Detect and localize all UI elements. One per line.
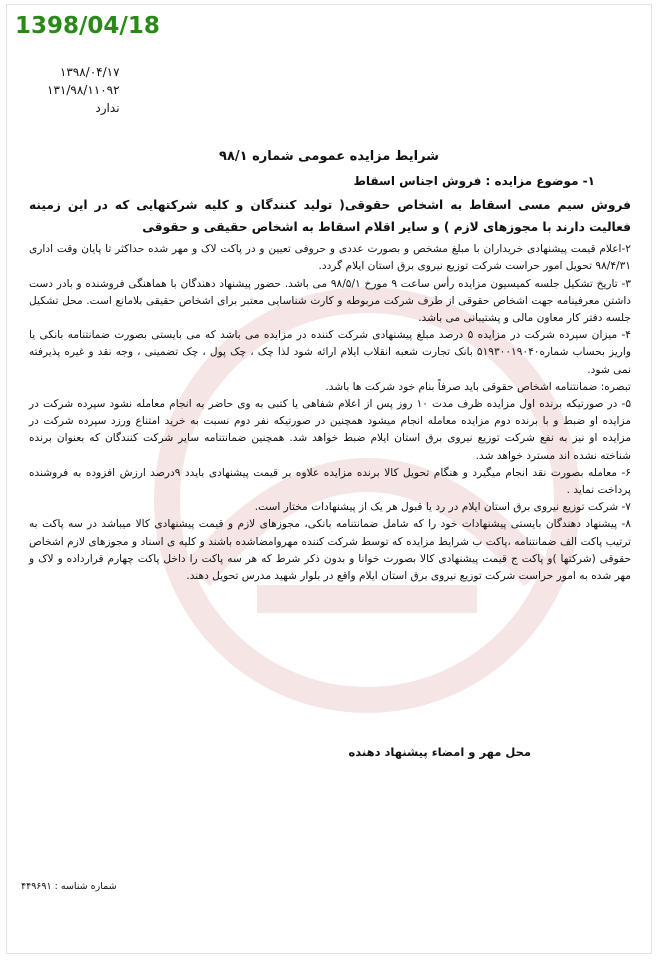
clause-8: ۸- پیشنهاد دهندگان بایستی پیشنهادات خود را که شامل ضمانتنامه بانکی، مجوزهای لازم و قیمت پیشنهادی کالا میباشد در سه پاکت به ترتیب پاکت الف ضمانتنامه ،پاکت ب شرایط مزایده که توسط شرکت کننده مهروامضاشده باشند و کلیه ی اسناد و مجوزهای لازم اشخاص حقوقی (شرکتها )و پاکت ج قیمت پیشنهادی کالا بصورت خوانا و بدون ذکر شرط که هر سه پاکت را داخل پاکت چهارم قرارداده و لاک و مهر شده به امور حراست شرکت توزیع نیروی برق استان ایلام واقع در بلوار شهید مدرس تحویل دهند. xyxy=(29,518,631,583)
document-title: شرایط مزایده عمومی شماره ۹۸/۱ xyxy=(219,149,439,164)
clause-5: ۵- در صورتیکه برنده اول مزایده ظرف مدت ۱۰ روز پس از اعلام شفاهی یا کتبی به وی حاضر به انجام معامله نشود سپرده شرکت در مزایده او ضبط و با برنده دوم مزایده معامله انجام میشود همچنین در صورتیکه نفر دوم نسبت به خرید امتناع ورزد سپرده شرکت در مزایده او نیز به نفع شرکت توزیع نیروی برق استان ایلام ضبط خواهد شد. همچنین ضمانتنامه سایر شرکت کنندگان که بعنوان برنده شناخته نشده اند مسترد خواهد شد. xyxy=(29,398,632,462)
document-page xyxy=(6,4,652,954)
subject-text: فروش سیم مسی اسقاط به اشخاص حقوقی( تولید کنندگان و کلیه شرکتهایی که در این زمینه فعالیت دارند با مجوزهای لازم ) و سایر اقلام اسقاط به اشخاص حقیقی و حقوقی xyxy=(29,198,631,235)
signature-line: محل مهر و امضاء پیشنهاد دهنده xyxy=(348,745,531,759)
subject-heading: ۱- موضوع مزایده : فروش اجناس اسقاط xyxy=(353,174,595,188)
letter-meta xyxy=(47,63,120,117)
letter-number: ۱۳۱/۹۸/۱۱۰۹۲ xyxy=(47,83,120,97)
clause-3: ۳- تاریخ تشکیل جلسه کمیسیون مزایده رأس ساعت ۹ مورخ ۹۸/۵/۱ می باشد. حضور پیشنهاد دهندگان با هماهنگی فروشنده و بادر دست داشتن معرفینامه جهت اشخاص حقوقی از طرف شرکت مربوطه و کارت شناسایی معتبر برای اشخاص حقیقی بلامانع است. محل تشکیل جلسه دفتر کار معاون مالی و پشتیبانی می باشد. xyxy=(29,277,631,325)
clause-4: ۴- میزان سپرده شرکت در مزایده ۵ درصد مبلغ پیشنهادی شرکت کننده در مزایده می باشد که می بایستی بصورت ضمانتنامه بانکی یا واریز بحساب شماره۵۱۹۳۰۰۱۹۰۴۰ بانک تجارت شعبه انقلاب ایلام ارائه شود لذا چک ، چک پول ، چک تضمینی ، وجه نقد و غیره پذیرفته نمی شود. xyxy=(29,329,631,376)
clause-7: ۷- شرکت توزیع نیروی برق استان ایلام در رد یا قبول هر یک از پیشنهادات مختار است. xyxy=(254,501,631,514)
stamp-date: 1398/04/18 xyxy=(15,13,160,39)
clause-note: تبصره: ضمانتنامه اشخاص حقوقی باید صرفاً بنام خود شرکت ها باشد. xyxy=(325,380,631,393)
watermark-bar xyxy=(257,585,477,613)
clause-2: ۲-اعلام قیمت پیشنهادی خریداران با مبلغ مشخص و بصورت عددی و حروفی تعیین و در پاکت لاک و مهر شده حداکثر تا پایان وقت اداری ۹۸/۴/۳۱ تحویل امور حراست شرکت توزیع نیروی برق استان ایلام گردد. xyxy=(29,243,631,273)
letter-date: ۱۳۹۸/۰۴/۱۷ xyxy=(59,65,120,79)
clause-6: ۶- معامله بصورت نقد انجام میگیرد و هنگام تحویل کالا برنده مزایده علاوه بر قیمت پیشنهادی بایدد ۹درصد ارزش افزوده به فروشنده پرداخت نماید . xyxy=(29,466,631,497)
document-body xyxy=(29,173,631,585)
letter-attachment: ندارد xyxy=(95,101,120,115)
registration-id: شماره شناسه : ۴۴۹۶۹۱ xyxy=(21,881,117,892)
